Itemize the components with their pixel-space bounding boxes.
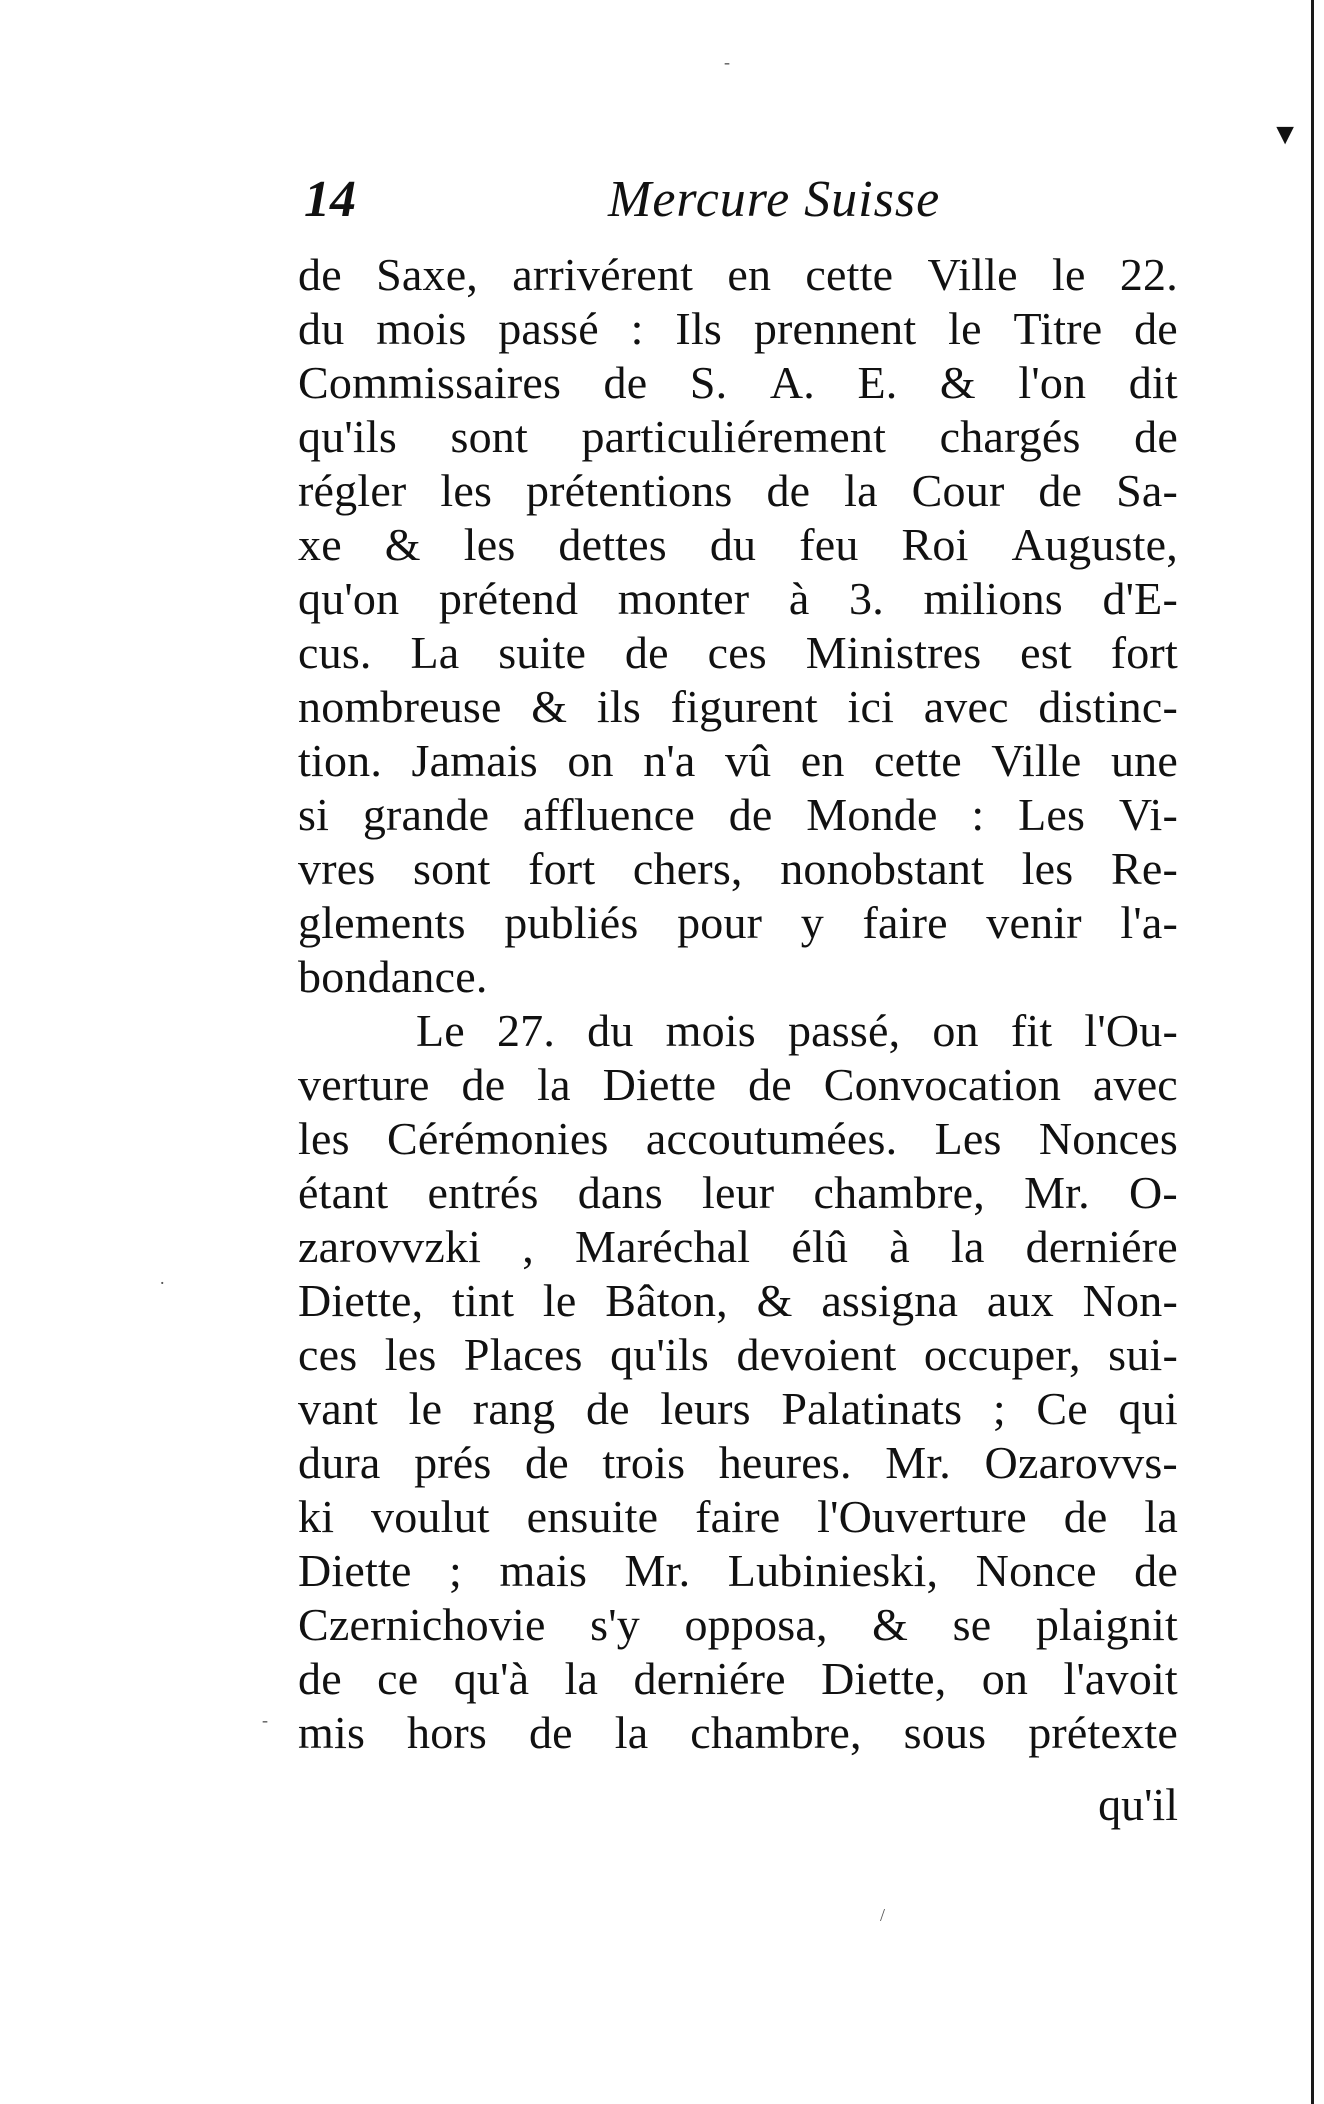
word: venir xyxy=(986,897,1082,948)
word: passé xyxy=(498,303,599,354)
word: monter xyxy=(617,573,750,624)
word: Lubinieski, xyxy=(727,1545,939,1596)
text-line xyxy=(298,1706,1178,1760)
word: avec xyxy=(1092,1059,1178,1110)
word: sont xyxy=(450,411,528,462)
word: qu'ils xyxy=(298,411,397,462)
running-head xyxy=(298,160,1178,240)
word: Cérémonies xyxy=(386,1113,609,1164)
word: mais xyxy=(499,1545,588,1596)
text-line xyxy=(298,410,1178,464)
word: Auguste, xyxy=(1011,519,1178,570)
word: les xyxy=(298,1113,350,1164)
word: Titre xyxy=(1013,303,1103,354)
word: pour xyxy=(677,897,763,948)
word: La xyxy=(410,627,460,678)
word: de xyxy=(1038,465,1083,516)
word: chambre, xyxy=(813,1167,985,1218)
word: de xyxy=(603,357,648,408)
word: se xyxy=(952,1599,992,1650)
word: : xyxy=(971,789,985,840)
word: de xyxy=(525,1437,569,1488)
word: sui- xyxy=(1108,1329,1178,1380)
word: l'a- xyxy=(1120,897,1178,948)
word: avec xyxy=(923,681,1009,732)
word: hors xyxy=(407,1707,488,1758)
text-line xyxy=(298,788,1178,842)
word: nonobstant xyxy=(780,843,985,894)
word: étant xyxy=(298,1167,389,1218)
word: Mr. xyxy=(885,1437,952,1488)
ink-speck: - xyxy=(262,1710,268,1730)
word: E. xyxy=(857,357,898,408)
word: & xyxy=(939,357,976,408)
word: cette xyxy=(805,249,894,300)
text-line xyxy=(298,680,1178,734)
word: trois xyxy=(602,1437,686,1488)
word: dans xyxy=(577,1167,663,1218)
word: & xyxy=(872,1599,909,1650)
text-line xyxy=(298,1490,1178,1544)
word: les xyxy=(1021,843,1074,894)
word: la xyxy=(950,1221,985,1272)
word: la xyxy=(614,1707,649,1758)
word: de xyxy=(461,1059,506,1110)
word: dettes xyxy=(558,519,667,570)
word: Mr. xyxy=(1024,1167,1090,1218)
body-text xyxy=(298,248,1178,1760)
word: le xyxy=(408,1383,443,1434)
word: Diette, xyxy=(298,1275,424,1326)
word: Vi- xyxy=(1118,789,1178,840)
word: de xyxy=(1134,303,1178,354)
word: l'Ouverture xyxy=(817,1491,1027,1542)
word: 3. xyxy=(849,573,884,624)
ink-speck: / xyxy=(880,1905,886,1925)
word: fit xyxy=(1010,1005,1053,1056)
text-line xyxy=(298,572,1178,626)
word: de xyxy=(728,789,773,840)
word: voulut xyxy=(371,1491,490,1542)
text-line xyxy=(298,1436,1178,1490)
word: fort xyxy=(528,843,596,894)
word: Diette, xyxy=(821,1653,947,1704)
word: passé, xyxy=(787,1005,901,1056)
word: Saxe, xyxy=(376,249,479,300)
word: d'E- xyxy=(1102,573,1178,624)
binding-mark-icon: ▼ xyxy=(1270,118,1300,151)
word: de xyxy=(1063,1491,1108,1542)
word: glements xyxy=(298,897,466,948)
word: opposa, xyxy=(684,1599,828,1650)
word: prés xyxy=(414,1437,492,1488)
word: Commissaires xyxy=(298,357,562,408)
word: Nonces xyxy=(1038,1113,1178,1164)
word: Ville xyxy=(927,249,1018,300)
word: Maréchal xyxy=(575,1221,751,1272)
word: du xyxy=(709,519,757,570)
word: nombreuse xyxy=(298,681,502,732)
word: Cour xyxy=(911,465,1005,516)
word: de xyxy=(624,627,669,678)
word: A. xyxy=(769,357,815,408)
text-line xyxy=(298,1004,1178,1058)
word: mis xyxy=(298,1707,366,1758)
word: zarovvzki xyxy=(298,1221,482,1272)
word: ; xyxy=(992,1383,1006,1434)
text-line xyxy=(298,356,1178,410)
word: prétentions xyxy=(525,465,733,516)
word: plaignit xyxy=(1035,1599,1178,1650)
word: le xyxy=(1051,249,1086,300)
word: distinc- xyxy=(1038,681,1178,732)
word: Czernichovie xyxy=(298,1599,546,1650)
word: de xyxy=(1134,1545,1178,1596)
word: la xyxy=(537,1059,571,1110)
word: l'Ou- xyxy=(1084,1005,1178,1056)
word: O- xyxy=(1129,1167,1178,1218)
text-line xyxy=(298,1058,1178,1112)
word: de xyxy=(585,1383,630,1434)
word: mois xyxy=(665,1005,756,1056)
word: verture xyxy=(298,1059,430,1110)
text-line xyxy=(298,896,1178,950)
word: 27. xyxy=(496,1005,556,1056)
word: l'on xyxy=(1018,357,1087,408)
ink-speck: . xyxy=(160,1268,165,1288)
word: dit xyxy=(1128,357,1178,408)
running-title: Mercure Suisse xyxy=(608,171,941,228)
word: vant xyxy=(298,1383,378,1434)
word: qu'ils xyxy=(610,1329,710,1380)
word: le xyxy=(948,303,982,354)
word: ces xyxy=(298,1329,358,1380)
word: est xyxy=(1020,627,1072,678)
word: s'y xyxy=(590,1599,640,1650)
word: feu xyxy=(799,519,859,570)
word: de xyxy=(528,1707,573,1758)
catchword: qu'il xyxy=(1098,1779,1178,1830)
text-line xyxy=(298,734,1178,788)
text-line xyxy=(298,248,1178,302)
word: Ministres xyxy=(805,627,982,678)
text-line xyxy=(298,842,1178,896)
word: : xyxy=(630,303,644,354)
word: Diette xyxy=(298,1545,412,1596)
word: prétend xyxy=(438,573,579,624)
word: la xyxy=(844,465,878,516)
word: élû xyxy=(791,1221,849,1272)
word: devoient xyxy=(736,1329,897,1380)
word: en xyxy=(800,735,845,786)
word: qu'à xyxy=(453,1653,530,1704)
word: accoutumées. xyxy=(645,1113,898,1164)
word: les xyxy=(440,465,493,516)
word: Ce xyxy=(1036,1383,1088,1434)
word: vû xyxy=(724,735,772,786)
word: qui xyxy=(1118,1383,1178,1434)
word: prennent xyxy=(753,303,917,354)
word: fort xyxy=(1110,627,1178,678)
word: de xyxy=(1134,411,1178,462)
word: ils xyxy=(596,681,641,732)
word: derniére xyxy=(633,1653,786,1704)
word: Le xyxy=(416,1005,465,1056)
word: aux xyxy=(986,1275,1054,1326)
page-edge-line xyxy=(1311,0,1314,2104)
word: Re- xyxy=(1110,843,1178,894)
word: ki xyxy=(298,1491,335,1542)
word: si xyxy=(298,789,330,840)
word: particuliérement xyxy=(581,411,887,462)
text-line xyxy=(298,464,1178,518)
word: n'a xyxy=(643,735,696,786)
word: heures. xyxy=(718,1437,852,1488)
word: Ils xyxy=(675,303,723,354)
word: prétexte xyxy=(1028,1707,1178,1758)
word: cette xyxy=(874,735,962,786)
word: Monde xyxy=(806,789,938,840)
word: de xyxy=(748,1059,792,1110)
ink-speck: - xyxy=(724,52,730,72)
word: la xyxy=(1144,1491,1178,1542)
word: la xyxy=(564,1653,599,1704)
word: & xyxy=(384,519,421,570)
text-line xyxy=(298,1274,1178,1328)
word: l'avoit xyxy=(1063,1653,1178,1704)
word: & xyxy=(531,681,568,732)
word: de xyxy=(298,249,342,300)
word: tion. xyxy=(298,735,383,786)
text-line xyxy=(298,1652,1178,1706)
word: 22. xyxy=(1119,249,1178,300)
word: sous xyxy=(903,1707,987,1758)
word: on xyxy=(567,735,614,786)
word: qu'on xyxy=(298,573,400,624)
word: Mr. xyxy=(624,1545,691,1596)
word: figurent xyxy=(670,681,818,732)
word: & xyxy=(756,1275,793,1326)
word: Les xyxy=(934,1113,1002,1164)
word: régler xyxy=(298,465,407,516)
text-line xyxy=(298,1382,1178,1436)
text-line: bondance. xyxy=(298,951,488,1002)
text-line xyxy=(298,1166,1178,1220)
word: Bâton, xyxy=(605,1275,728,1326)
word: occuper, xyxy=(923,1329,1081,1380)
text-line xyxy=(298,1220,1178,1274)
word: publiés xyxy=(504,897,639,948)
paragraph-2 xyxy=(298,1004,1178,1760)
word: derniére xyxy=(1025,1221,1178,1272)
text-line xyxy=(298,518,1178,572)
word: chargés xyxy=(939,411,1081,462)
word: , xyxy=(522,1221,534,1272)
word: en xyxy=(727,249,772,300)
word: les xyxy=(463,519,516,570)
paragraph-1 xyxy=(298,248,1178,1004)
word: chambre, xyxy=(690,1707,862,1758)
word: une xyxy=(1110,735,1178,786)
text-line xyxy=(298,1112,1178,1166)
word: milions xyxy=(923,573,1063,624)
word: leurs xyxy=(660,1383,751,1434)
word: à xyxy=(788,573,810,624)
word: Diette xyxy=(602,1059,717,1110)
word: dura xyxy=(298,1437,381,1488)
word: ; xyxy=(449,1545,463,1596)
word: ces xyxy=(707,627,767,678)
word: du xyxy=(298,303,345,354)
word: Ville xyxy=(991,735,1082,786)
word: on xyxy=(981,1653,1029,1704)
word: suite xyxy=(498,627,587,678)
word: S. xyxy=(689,357,728,408)
word: assigna xyxy=(821,1275,959,1326)
word: Palatinats xyxy=(781,1383,963,1434)
word: rang xyxy=(472,1383,556,1434)
word: Nonce xyxy=(975,1545,1097,1596)
word: de xyxy=(298,1653,342,1704)
word: le xyxy=(542,1275,577,1326)
word: Roi xyxy=(901,519,969,570)
text-line xyxy=(298,1598,1178,1652)
word: Places xyxy=(463,1329,583,1380)
word: affluence xyxy=(522,789,695,840)
word: ce xyxy=(377,1653,419,1704)
word: tint xyxy=(452,1275,515,1326)
word: faire xyxy=(862,897,948,948)
text-line xyxy=(298,302,1178,356)
word: du xyxy=(587,1005,634,1056)
word: ici xyxy=(847,681,895,732)
word: entrés xyxy=(427,1167,539,1218)
word: mois xyxy=(376,303,467,354)
word: arrivérent xyxy=(512,249,694,300)
text-line xyxy=(298,1328,1178,1382)
word: chers, xyxy=(632,843,743,894)
word: sont xyxy=(413,843,491,894)
word: grande xyxy=(362,789,490,840)
word: y xyxy=(800,897,824,948)
word: xe xyxy=(298,519,342,570)
word: faire xyxy=(695,1491,781,1542)
text-line xyxy=(298,626,1178,680)
word: leur xyxy=(702,1167,775,1218)
word: Les xyxy=(1018,789,1086,840)
word: cus. xyxy=(298,627,372,678)
word: de xyxy=(766,465,811,516)
word: on xyxy=(932,1005,979,1056)
word: les xyxy=(384,1329,437,1380)
page-number: 14 xyxy=(304,171,356,228)
text-line xyxy=(298,1544,1178,1598)
word: vres xyxy=(298,843,376,894)
word: Ozarovvs- xyxy=(984,1437,1178,1488)
word: ensuite xyxy=(526,1491,659,1542)
word: Non- xyxy=(1082,1275,1178,1326)
word: Jamais xyxy=(411,735,538,786)
word: Sa- xyxy=(1116,465,1178,516)
word: Convocation xyxy=(823,1059,1062,1110)
word: à xyxy=(889,1221,910,1272)
